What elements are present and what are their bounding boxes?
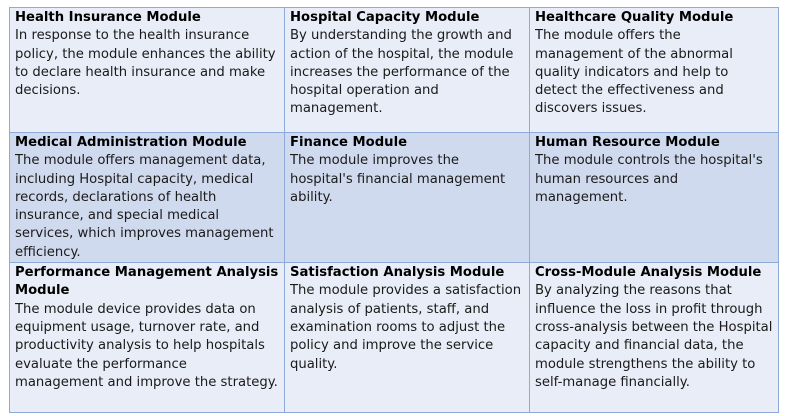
- module-cell-satisfaction-analysis: [285, 263, 530, 413]
- module-title: Finance Module: [290, 135, 408, 150]
- module-title: Cross-Module Analysis Module: [535, 265, 762, 281]
- module-description: The module offers the management of the abnormal quality indicators and help to detect the effectiveness and discovers issues.: [535, 28, 733, 117]
- module-description: By understanding the growth and action of the hospital, the module increases the performance of the hospital operation and management.: [290, 28, 514, 117]
- module-cell-health-insurance: [10, 8, 285, 133]
- module-description: In response to the health insurance policy, the module enhances the ability to declare health insurance and make decisions.: [15, 28, 276, 99]
- module-cell-healthcare-quality: [530, 8, 779, 133]
- module-description: The module device provides data on equipment usage, turnover rate, and productivity analysis to help hospitals evaluate the performance management and improve the strategy.: [15, 301, 278, 390]
- module-title: Satisfaction Analysis Module: [290, 265, 505, 281]
- modules-table: [9, 7, 779, 413]
- module-title: Hospital Capacity Module: [290, 10, 480, 25]
- module-cell-medical-administration: [10, 133, 285, 263]
- module-title: Human Resource Module: [535, 135, 720, 150]
- module-cell-human-resource: [530, 133, 779, 263]
- module-description: The module offers management data, including Hospital capacity, medical records, declarations of health insurance, and special medical services, which improves management efficiency.: [15, 153, 274, 260]
- table-row: [10, 8, 779, 133]
- module-cell-finance: [285, 133, 530, 263]
- module-cell-performance-management: [10, 263, 285, 413]
- module-title: Health Insurance Module: [15, 10, 201, 25]
- module-description: The module provides a satisfaction analysis of patients, staff, and examination rooms to adjust the policy and improve the service quality.: [290, 283, 522, 372]
- module-title: Performance Management Analysis Module: [15, 265, 279, 299]
- module-description: By analyzing the reasons that influence the loss in profit through cross-analysis between the Hospital capacity and financial data, the module strengthens the ability to self-manage financially.: [535, 283, 773, 390]
- module-description: The module controls the hospital's human resources and management.: [535, 153, 763, 205]
- module-title: Medical Administration Module: [15, 135, 247, 150]
- table-row: [10, 263, 779, 413]
- table-row: [10, 133, 779, 263]
- module-title: Healthcare Quality Module: [535, 10, 734, 25]
- module-cell-hospital-capacity: [285, 8, 530, 133]
- module-description: The module improves the hospital's financial management ability.: [290, 153, 506, 205]
- module-cell-cross-module-analysis: [530, 263, 779, 413]
